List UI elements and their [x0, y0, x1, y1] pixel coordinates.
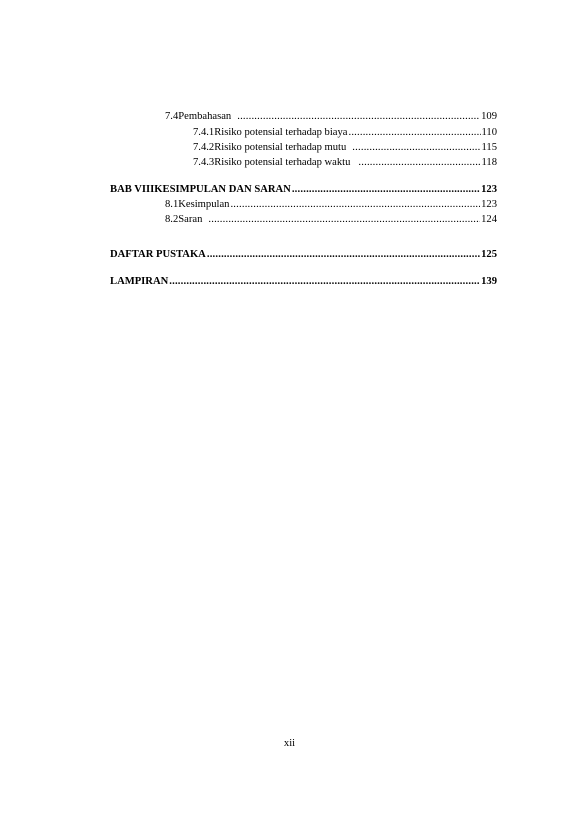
toc-entry-bab-viii[interactable]: [110, 183, 497, 196]
entry-title: Risiko potensial terhadap waktu: [214, 157, 351, 168]
entry-page: 115: [481, 142, 497, 153]
leader-dots: [230, 198, 480, 211]
leader-dots: [207, 248, 480, 261]
toc-entry-lampiran[interactable]: [110, 275, 497, 288]
leader-dots: [348, 126, 480, 139]
entry-page: 139: [481, 276, 497, 287]
entry-title: Kesimpulan: [178, 199, 230, 210]
toc-entry-7-4-2[interactable]: [193, 141, 497, 154]
entry-number: 8.1: [165, 199, 179, 210]
toc-entry-daftar-pustaka[interactable]: [110, 248, 497, 261]
section-title: DAFTAR PUSTAKA: [110, 249, 206, 260]
chapter-title: KESIMPULAN DAN SARAN: [154, 184, 291, 195]
entry-page: 125: [481, 249, 497, 260]
section-title: LAMPIRAN: [110, 276, 169, 287]
toc-entry-8-1[interactable]: [165, 198, 497, 211]
entry-page: 123: [481, 199, 497, 210]
toc-entry-7-4[interactable]: [165, 110, 497, 123]
entry-page: 110: [481, 127, 497, 138]
leader-dots: [169, 275, 480, 288]
entry-title: Saran: [178, 214, 203, 225]
page-number: xii: [283, 738, 296, 749]
entry-title: Pembahasan: [178, 111, 232, 122]
toc-entry-7-4-3[interactable]: [193, 156, 497, 169]
leader-dots: [237, 110, 480, 123]
entry-number: 7.4: [165, 111, 179, 122]
entry-number: 7.4.1: [193, 127, 215, 138]
chapter-number: BAB VIII: [110, 184, 155, 195]
entry-title: Risiko potensial terhadap mutu: [214, 142, 347, 153]
leader-dots: [352, 141, 480, 154]
entry-title: Risiko potensial terhadap biaya: [214, 127, 348, 138]
entry-page: 118: [481, 157, 497, 168]
entry-page: 123: [481, 184, 497, 195]
entry-number: 7.4.3: [193, 157, 215, 168]
leader-dots: [358, 156, 480, 169]
entry-number: 7.4.2: [193, 142, 215, 153]
leader-dots: [208, 213, 480, 226]
entry-page: 124: [481, 214, 497, 225]
toc-entry-7-4-1[interactable]: [193, 126, 497, 139]
toc-entry-8-2[interactable]: [165, 213, 497, 226]
entry-number: 8.2: [165, 214, 179, 225]
leader-dots: [292, 183, 480, 196]
entry-page: 109: [481, 111, 497, 122]
